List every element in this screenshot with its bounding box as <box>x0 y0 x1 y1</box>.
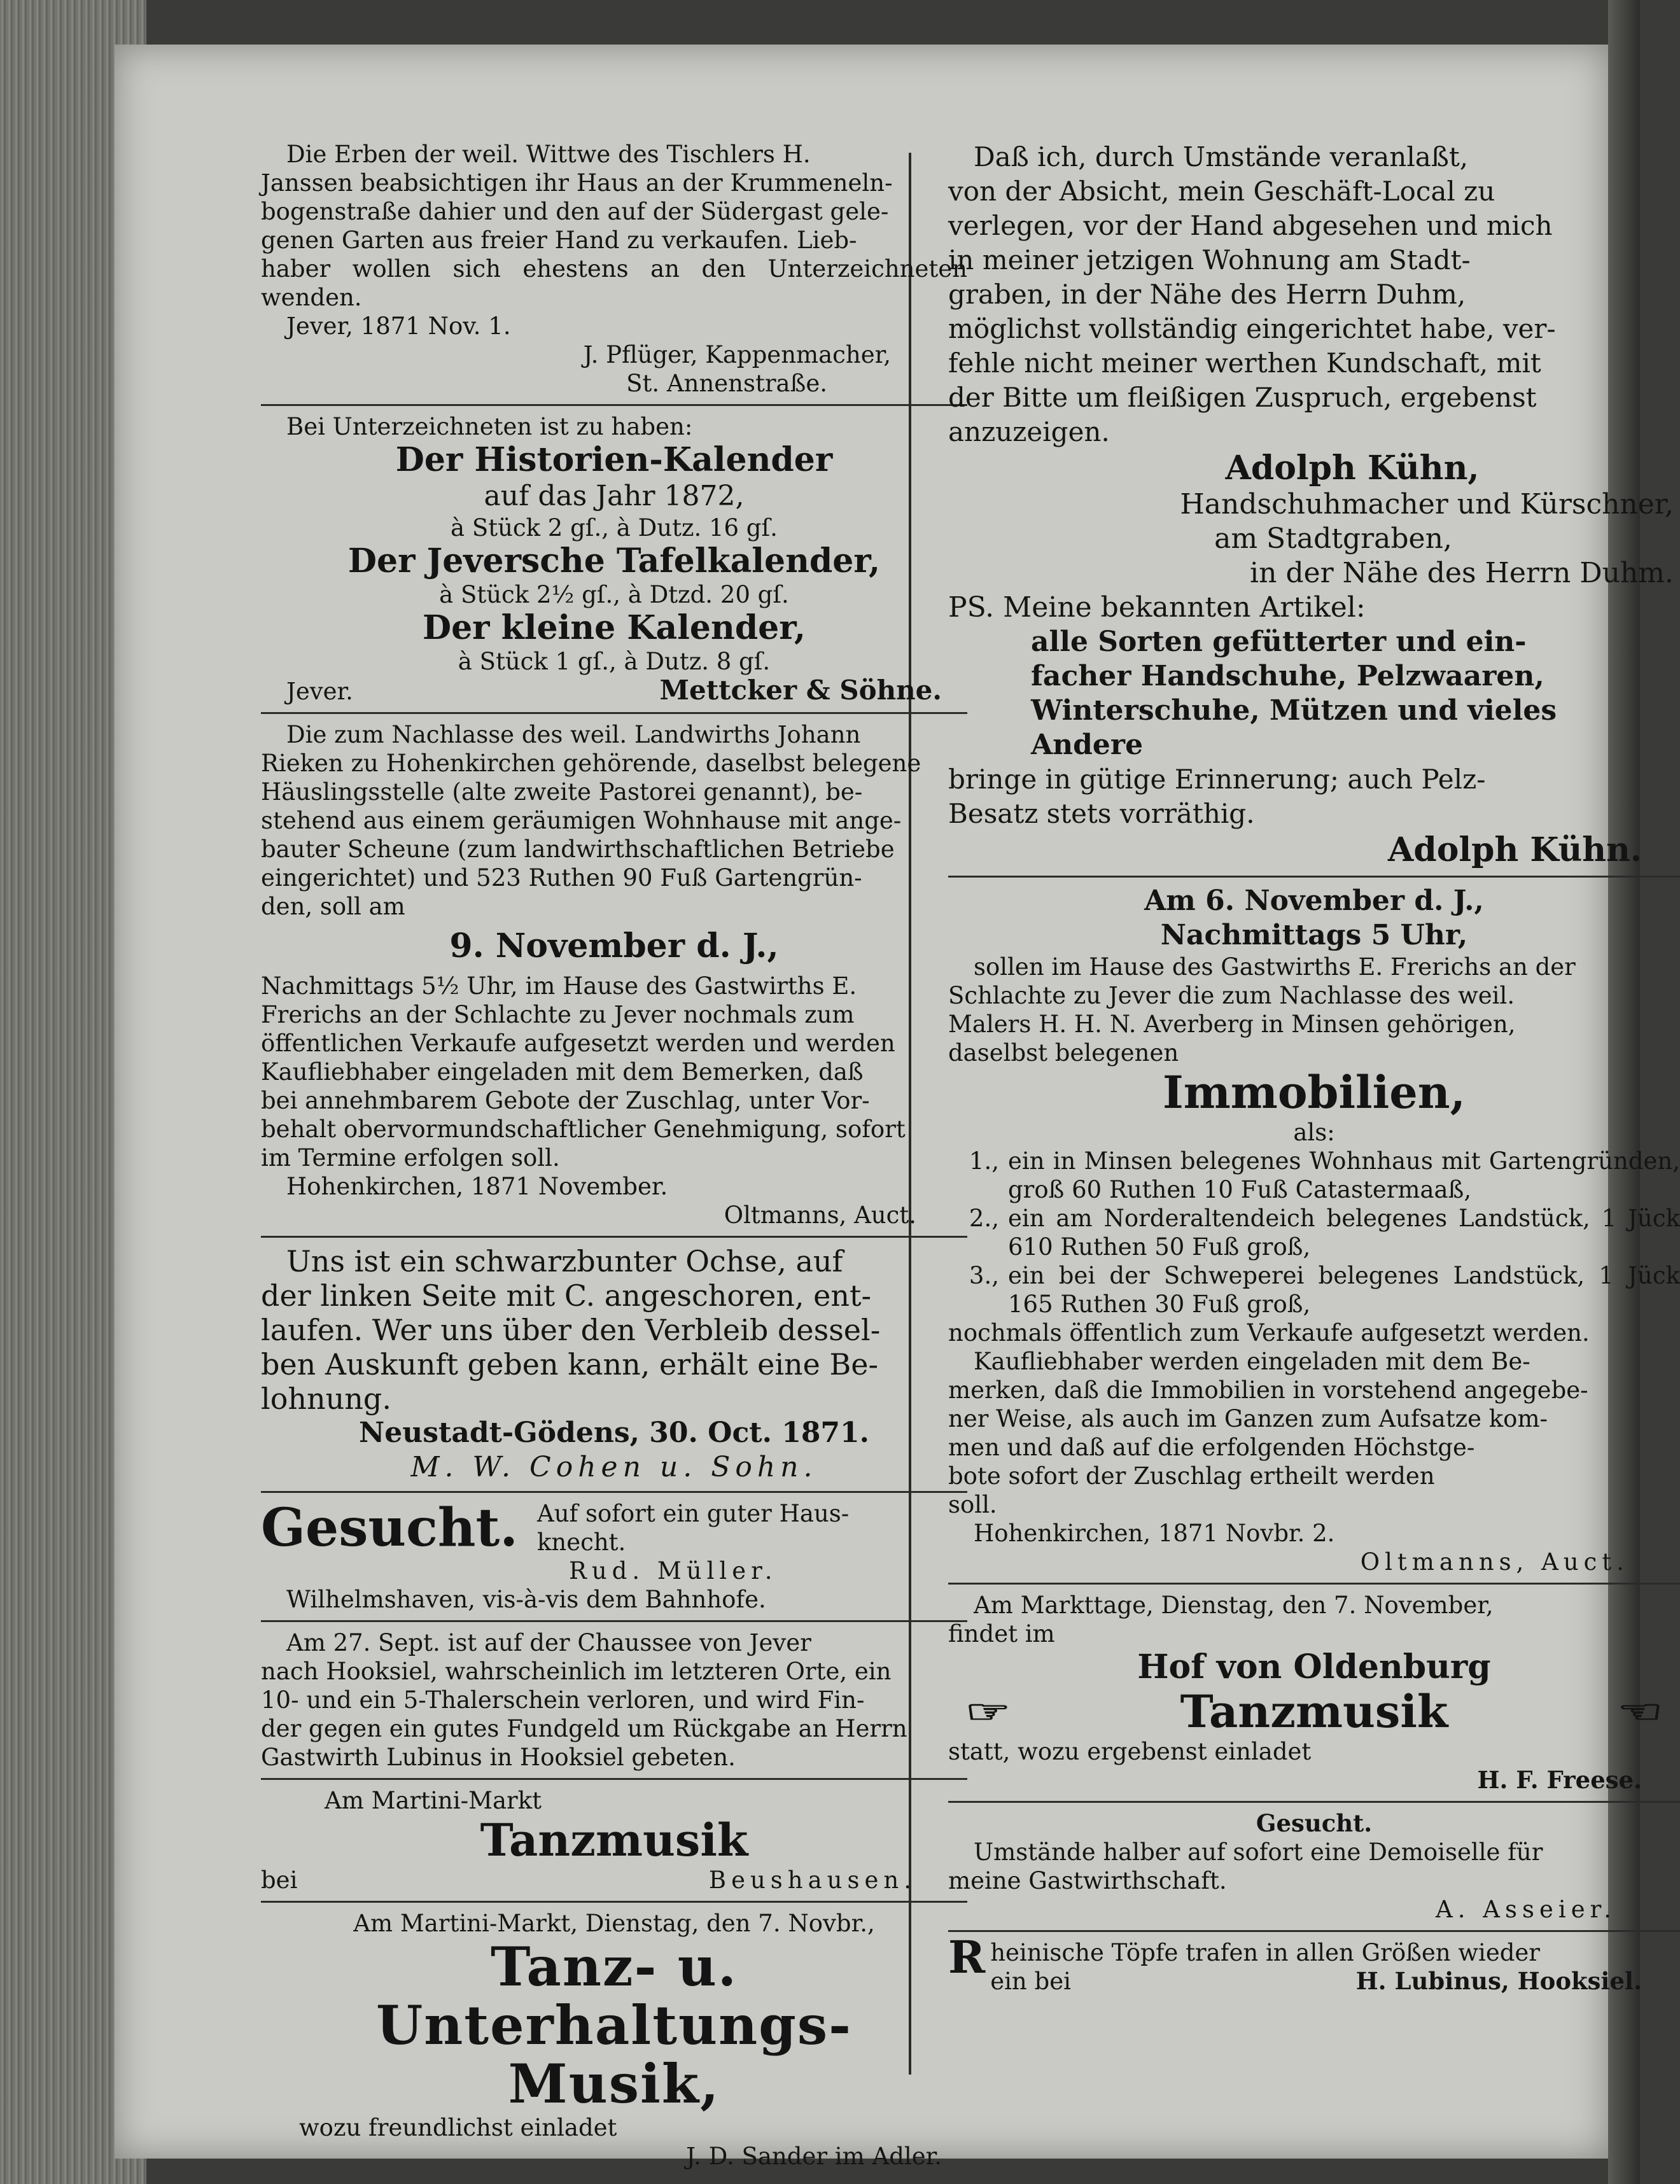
ad-subtitle: auf das Jahr 1872, <box>484 480 745 512</box>
ad-separator <box>261 1901 967 1903</box>
signer: A. Asseier. <box>1436 1896 1616 1923</box>
ad-line: behalt obervormundschaftlicher Genehmigung, sofort <box>261 1116 906 1143</box>
ad-line: verlegen, vor der Hand abgesehen und mich <box>948 210 1553 241</box>
ad-immobilien-auction <box>948 884 1680 1576</box>
ad-footer <box>990 1967 1680 1996</box>
ad-property-auction <box>261 720 967 1229</box>
ad-separator <box>261 1620 967 1622</box>
ad-separator <box>261 1491 967 1493</box>
ad-line: öffentlichen Verkaufe aufgesetzt werden und werden <box>261 1030 895 1057</box>
article-line: Andere <box>1031 729 1144 761</box>
ad-intro: Am Markttage, Dienstag, den 7. November, <box>974 1592 1494 1619</box>
ad-closing: statt, wozu ergebenst einladet <box>948 1738 1312 1765</box>
ad-line: bei annehmbarem Gebote der Zuschlag, unter Vor- <box>261 1087 870 1114</box>
ad-line: Besatz stets vorräthig. <box>948 798 1255 829</box>
drop-cap: R <box>948 1931 986 1984</box>
ad-closing: wozu freundlichst einladet <box>299 2114 617 2141</box>
ad-line: von der Absicht, mein Geschäft-Local zu <box>948 176 1495 207</box>
ad-line: laufen. Wer uns über den Verbleib dessel- <box>261 1313 881 1347</box>
signer: Oltmanns, Auct. <box>724 1201 916 1229</box>
ad-line: ein bei <box>990 1968 1071 1995</box>
ad-separator <box>948 1801 1680 1803</box>
ad-line: in meiner jetzigen Wohnung am Stadt- <box>948 244 1471 276</box>
article-line: facher Handschuhe, Pelzwaaren, <box>1031 660 1544 692</box>
item-text: ein in Minsen belegenes Wohnhaus mit Gartengründen, groß 60 Ruthen 10 Fuß Catastermaaß, <box>1008 1147 1680 1203</box>
ad-kuehn-notice <box>948 140 1680 869</box>
ad-line: ner Weise, als auch im Ganzen zum Aufsatze kom- <box>948 1405 1548 1432</box>
property-item <box>948 1147 1680 1204</box>
ad-intro: Bei Unterzeichneten ist zu haben: <box>286 413 693 440</box>
ad-intro: Am Martini-Markt, Dienstag, den 7. Novbr., <box>353 1910 875 1937</box>
ad-lost-money <box>261 1628 967 1772</box>
ad-calendars <box>261 412 967 706</box>
ad-title: Der kleine Kalender, <box>423 608 806 647</box>
ad-line: merken, daß die Immobilien in vorstehend angegebe- <box>948 1376 1588 1404</box>
label-bei: bei <box>261 1866 298 1894</box>
ad-line: Umstände halber auf sofort eine Demoiselle für <box>974 1838 1543 1866</box>
ad-line: Am 27. Sept. ist auf der Chaussee von Jever <box>286 1629 811 1656</box>
ad-line: knecht. <box>536 1529 626 1556</box>
ad-line: men und daß auf die erfolgenden Höchstge- <box>948 1434 1475 1461</box>
ad-dance-freese <box>948 1591 1680 1795</box>
label-als: als: <box>1293 1119 1335 1146</box>
place: Wilhelmshaven, vis-à-vis dem Bahnhofe. <box>286 1586 766 1613</box>
ad-line: Kaufliebhaber werden eingeladen mit dem Be- <box>974 1348 1530 1375</box>
gesucht-box <box>261 1499 967 1585</box>
ad-line: 10- und ein 5-Thalerschein verloren, und wird Fin- <box>261 1686 865 1714</box>
pointing-hand-icon: ☞ <box>965 1693 1011 1730</box>
signer: H. F. Freese. <box>1477 1766 1642 1794</box>
ad-line: möglichst vollständig eingerichtet habe, ver- <box>948 313 1556 344</box>
item-number: 1., <box>969 1147 999 1175</box>
ad-line: ben Auskunft geben kann, erhält eine Be- <box>261 1347 879 1382</box>
newspaper-page <box>115 45 1680 2170</box>
ad-title: Tanz- u. Unterhaltungs- <box>375 1935 853 2057</box>
ad-line: der Bitte um fleißigen Zuspruch, ergebenst <box>948 382 1537 413</box>
merchant-trade: Handschuhmacher und Kürschner, <box>1180 488 1674 521</box>
ad-line: Daß ich, durch Umstände veranlaßt, <box>974 141 1469 172</box>
ad-separator <box>948 876 1680 878</box>
ad-separator <box>261 404 967 406</box>
article-line: Winterschuhe, Mützen und vieles <box>1031 694 1557 727</box>
property-item <box>948 1261 1680 1319</box>
ad-line: Die zum Nachlasse des weil. Landwirths Johann <box>286 721 861 748</box>
place: Jever. <box>286 678 353 705</box>
ad-line: der gegen ein gutes Fundgeld um Rückgabe an Herrn <box>261 1715 907 1742</box>
ad-line: Janssen beabsichtigen ihr Haus an der Krummeneln- <box>261 169 893 197</box>
ad-line: Frerichs an der Schlachte zu Jever nochmals zum <box>261 1001 855 1028</box>
ad-line: haber wollen sich ehestens an den Unterzeichneten wenden. <box>261 255 967 311</box>
ad-line: bauter Scheune (zum landwirthschaftlichen Betriebe <box>261 836 895 863</box>
ad-line: bote sofort der Zuschlag ertheilt werden <box>948 1462 1435 1490</box>
dance-title-row <box>948 1686 1680 1737</box>
signer: H. Lubinus, Hooksiel. <box>1355 1967 1642 1995</box>
ad-wanted-servant <box>261 1499 967 1614</box>
signer: Oltmanns, Auct. <box>1360 1548 1629 1576</box>
ad-line: den, soll am <box>261 893 405 920</box>
ad-line: soll. <box>948 1491 997 1518</box>
signer: J. Pflüger, Kappenmacher, <box>583 341 891 368</box>
host-name: Beushausen. <box>708 1866 916 1894</box>
ad-wanted-demoiselle <box>948 1809 1680 1924</box>
ad-separator <box>948 1583 1680 1585</box>
ad-line: daselbst belegenen <box>948 1039 1179 1067</box>
merchant-address: in der Nähe des Herrn Duhm. <box>1250 557 1674 589</box>
ad-headline: Gesucht. <box>1256 1809 1373 1837</box>
ad-line: nochmals öffentlich zum Verkaufe aufgesetzt werden. <box>948 1319 1590 1347</box>
firm-name: Mettcker & Söhne. <box>659 675 942 706</box>
ad-line: Malers H. H. N. Averberg in Minsen gehörigen, <box>948 1011 1516 1038</box>
ad-line: Die Erben der weil. Wittwe des Tischlers H. <box>286 141 811 168</box>
ad-line: Schlachte zu Jever die zum Nachlasse des weil. <box>948 982 1515 1009</box>
ad-footer <box>261 676 967 706</box>
ad-separator <box>261 1236 967 1238</box>
auction-date: 9. November d. J., <box>449 927 779 965</box>
signer: Rud. Müller. <box>568 1557 778 1585</box>
item-text: ein bei der Schweperei belegenes Landstück, 1 Jück 165 Ruthen 30 Fuß groß, <box>1008 1262 1680 1318</box>
ad-lost-ox <box>261 1244 967 1485</box>
ad-line: sollen im Hause des Gastwirths E. Frerichs an der <box>974 953 1576 981</box>
ad-line: Nachmittags 5½ Uhr, im Hause des Gastwirths E. <box>261 972 857 1000</box>
ad-line: graben, in der Nähe des Herrn Duhm, <box>948 279 1466 310</box>
ad-footer <box>261 1866 967 1894</box>
ad-line: der linken Seite mit C. angeschoren, ent- <box>261 1278 872 1313</box>
article-line: alle Sorten gefütterter und ein- <box>1031 626 1527 658</box>
ad-line: fehle nicht meiner werthen Kundschaft, mit <box>948 347 1541 379</box>
ad-title: Musik, <box>508 2052 720 2115</box>
ad-title: Tanzmusik <box>1180 1685 1448 1738</box>
merchant-name: Adolph Kühn. <box>1388 830 1642 869</box>
ad-separator <box>261 1778 967 1780</box>
ad-line: anzuzeigen. <box>948 416 1110 447</box>
signer-address: St. Annenstraße. <box>626 370 827 397</box>
ad-line: im Termine erfolgen soll. <box>261 1144 560 1172</box>
ad-line: Häuslingsstelle (alte zweite Pastorei genannt), be- <box>261 778 863 806</box>
ad-title: Immobilien, <box>1162 1066 1466 1119</box>
price-line: à Stück 2 gſ., à Dutz. 16 gſ. <box>451 514 778 542</box>
ad-title: Der Jeversche Tafelkalender, <box>347 542 881 580</box>
ad-headline: Gesucht. <box>261 1497 518 1558</box>
ad-house-sale <box>261 140 967 398</box>
item-text: ein am Norderaltendeich belegenes Landstück, 1 Jück 610 Ruthen 50 Fuß groß, <box>1008 1205 1680 1261</box>
item-number: 3., <box>969 1262 999 1289</box>
ad-line: heinische Töpfe trafen in allen Größen wieder <box>990 1939 1540 1966</box>
place-date: Jever, 1871 Nov. 1. <box>286 312 511 340</box>
auction-date: Am 6. November d. J., <box>1144 885 1484 917</box>
property-item <box>948 1204 1680 1261</box>
right-column <box>948 140 1680 1996</box>
ad-line: bringe in gütige Erinnerung; auch Pelz- <box>948 764 1486 795</box>
ad-separator <box>948 1930 1680 1932</box>
ad-line: Rieken zu Hohenkirchen gehörende, daselbst belegene <box>261 750 921 777</box>
ad-line: Kaufliebhaber eingeladen mit dem Bemerken, daß <box>261 1058 864 1086</box>
place-date: Hohenkirchen, 1871 November. <box>286 1173 668 1200</box>
venue-name: Hof von Oldenburg <box>1137 1648 1491 1686</box>
gesucht-text <box>537 1499 849 1585</box>
price-line: à Stück 1 gſ., à Dutz. 8 gſ. <box>458 648 771 675</box>
ad-separator <box>261 712 967 714</box>
ad-pots <box>948 1931 1680 1996</box>
ad-line: stehend aus einem geräumigen Wohnhause mit ange- <box>261 807 902 834</box>
ad-line: meine Gastwirthschaft. <box>948 1867 1227 1894</box>
ad-dance-beushausen <box>261 1786 967 1894</box>
ad-title: Der Historien-Kalender <box>395 440 833 479</box>
merchant-address: am Stadtgraben, <box>1214 522 1452 555</box>
price-line: à Stück 2½ gſ., à Dtzd. 20 gſ. <box>439 581 789 608</box>
ad-line: nach Hooksiel, wahrscheinlich im letzteren Orte, ein <box>261 1658 892 1685</box>
ad-line: lohnung. <box>261 1382 391 1416</box>
place-date: Neustadt-Gödens, 30. Oct. 1871. <box>359 1417 869 1449</box>
auction-time: Nachmittags 5 Uhr, <box>1160 919 1468 951</box>
ad-line: Uns ist ein schwarzbunter Ochse, auf <box>286 1244 843 1278</box>
ad-line: genen Garten aus freier Hand zu verkaufen. Lieb- <box>261 227 857 254</box>
ad-intro: Am Martini-Markt <box>325 1787 542 1814</box>
item-number: 2., <box>969 1205 999 1232</box>
ad-line: Auf sofort ein guter Haus- <box>536 1500 850 1527</box>
ps-line: PS. Meine bekannten Artikel: <box>948 591 1366 624</box>
ad-line: Gastwirth Lubinus in Hooksiel gebeten. <box>261 1744 736 1771</box>
signer: M. W. Cohen u. Sohn. <box>410 1451 818 1483</box>
merchant-name: Adolph Kühn, <box>1225 449 1480 487</box>
pointing-hand-icon: ☞ <box>1617 1693 1663 1730</box>
signer: J. D. Sander im Adler. <box>686 2143 942 2170</box>
ad-intro: findet im <box>948 1620 1055 1648</box>
ad-line: eingerichtet) und 523 Ruthen 90 Fuß Gartengrün- <box>261 864 862 892</box>
place-date: Hohenkirchen, 1871 Novbr. 2. <box>974 1520 1335 1547</box>
left-column <box>261 140 967 2171</box>
ad-title: Tanzmusik <box>480 1814 748 1866</box>
ad-dance-sander <box>261 1909 967 2171</box>
ad-line: bogenstraße dahier und den auf der Südergast gele- <box>261 198 889 225</box>
